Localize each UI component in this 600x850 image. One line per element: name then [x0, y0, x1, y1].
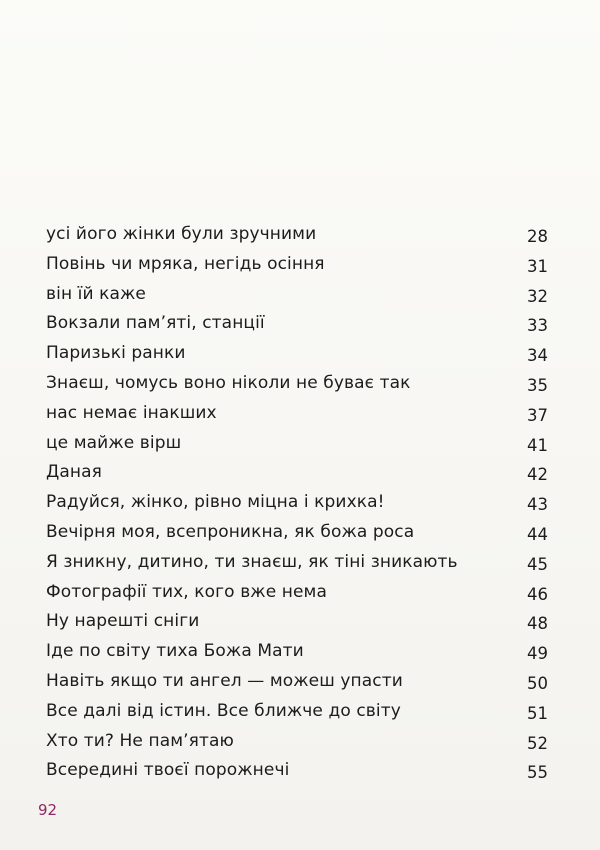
toc-entry: [46, 429, 548, 459]
page-number: 92: [38, 801, 58, 819]
toc-entry-page: 32: [527, 286, 548, 306]
toc-entry: [46, 220, 548, 250]
toc-entry-title: він їй каже: [46, 283, 146, 304]
toc-entry-title: Вокзали пам’яті, станції: [46, 313, 265, 334]
toc-entry-page: 45: [527, 554, 548, 574]
toc-entry-title: Радуйся, жінко, рівно міцна і крихка!: [46, 492, 385, 513]
toc-entry-page: 34: [527, 346, 548, 366]
toc-entry-page: 37: [527, 405, 548, 425]
toc-entry-page: 31: [527, 256, 548, 276]
toc-entry-title: Знаєш, чомусь воно ніколи не буває так: [46, 372, 411, 393]
toc-entry: [46, 697, 548, 727]
toc-entry-title: Навіть якщо ти ангел — можеш упасти: [46, 670, 403, 691]
toc-entry: [46, 369, 548, 399]
toc-entry-title: Всередині твоєї порожнечі: [46, 760, 290, 781]
toc-entry-title: Іде по світу тиха Божа Мати: [46, 641, 304, 662]
toc-entry-page: 35: [527, 375, 548, 395]
toc-entry-page: 51: [527, 703, 548, 723]
toc-entry: [46, 756, 548, 786]
toc-entry-page: 33: [527, 316, 548, 336]
toc-entry-title: Ну нарешті сніги: [46, 611, 200, 632]
toc-entry: [46, 607, 548, 637]
toc-entry-title: Даная: [46, 462, 102, 483]
toc-entry-title: Я зникну, дитино, ти знаєш, як тіні зникають: [46, 551, 458, 572]
toc-entry: [46, 548, 548, 578]
toc-entry-title: Повінь чи мряка, негідь осіння: [46, 253, 325, 274]
toc-entry: [46, 309, 548, 339]
toc-entry-title: нас немає інакших: [46, 402, 217, 423]
toc-entry-title: це майже вірш: [46, 432, 182, 453]
toc-entry: [46, 488, 548, 518]
toc-entry-title: Паризькі ранки: [46, 343, 186, 364]
toc-entry-title: усі його жінки були зручними: [46, 224, 317, 244]
toc-entry-page: 44: [527, 524, 548, 544]
toc-entry-page: 43: [527, 495, 548, 515]
toc-entry-page: 49: [527, 644, 548, 664]
toc-entry: [46, 280, 548, 310]
toc-entry: [46, 578, 548, 608]
toc-entry-title: Вечірня моя, всепроникна, як божа роса: [46, 521, 415, 542]
toc-entry: [46, 458, 548, 488]
toc-entry: [46, 250, 548, 280]
toc-entry-page: 52: [527, 733, 548, 753]
toc-entry-page: 50: [527, 673, 548, 693]
toc-entry-page: 46: [527, 584, 548, 604]
toc-entry: [46, 518, 548, 548]
toc-entry: [46, 399, 548, 429]
toc-entry: [46, 637, 548, 667]
toc-entry: [46, 339, 548, 369]
toc-entry-title: Все далі від істин. Все ближче до світу: [46, 700, 401, 721]
toc-entry: [46, 667, 548, 697]
table-of-contents: [46, 220, 548, 786]
toc-entry-page: 42: [527, 465, 548, 485]
toc-entry-title: Фотографії тих, кого вже нема: [46, 581, 328, 602]
toc-entry: [46, 727, 548, 757]
toc-entry-page: 55: [527, 763, 548, 783]
toc-entry-page: 48: [527, 614, 548, 634]
toc-entry-page: 41: [527, 435, 548, 455]
toc-entry-page: 28: [527, 227, 548, 246]
toc-entry-title: Хто ти? Не пам’ятаю: [46, 730, 234, 751]
